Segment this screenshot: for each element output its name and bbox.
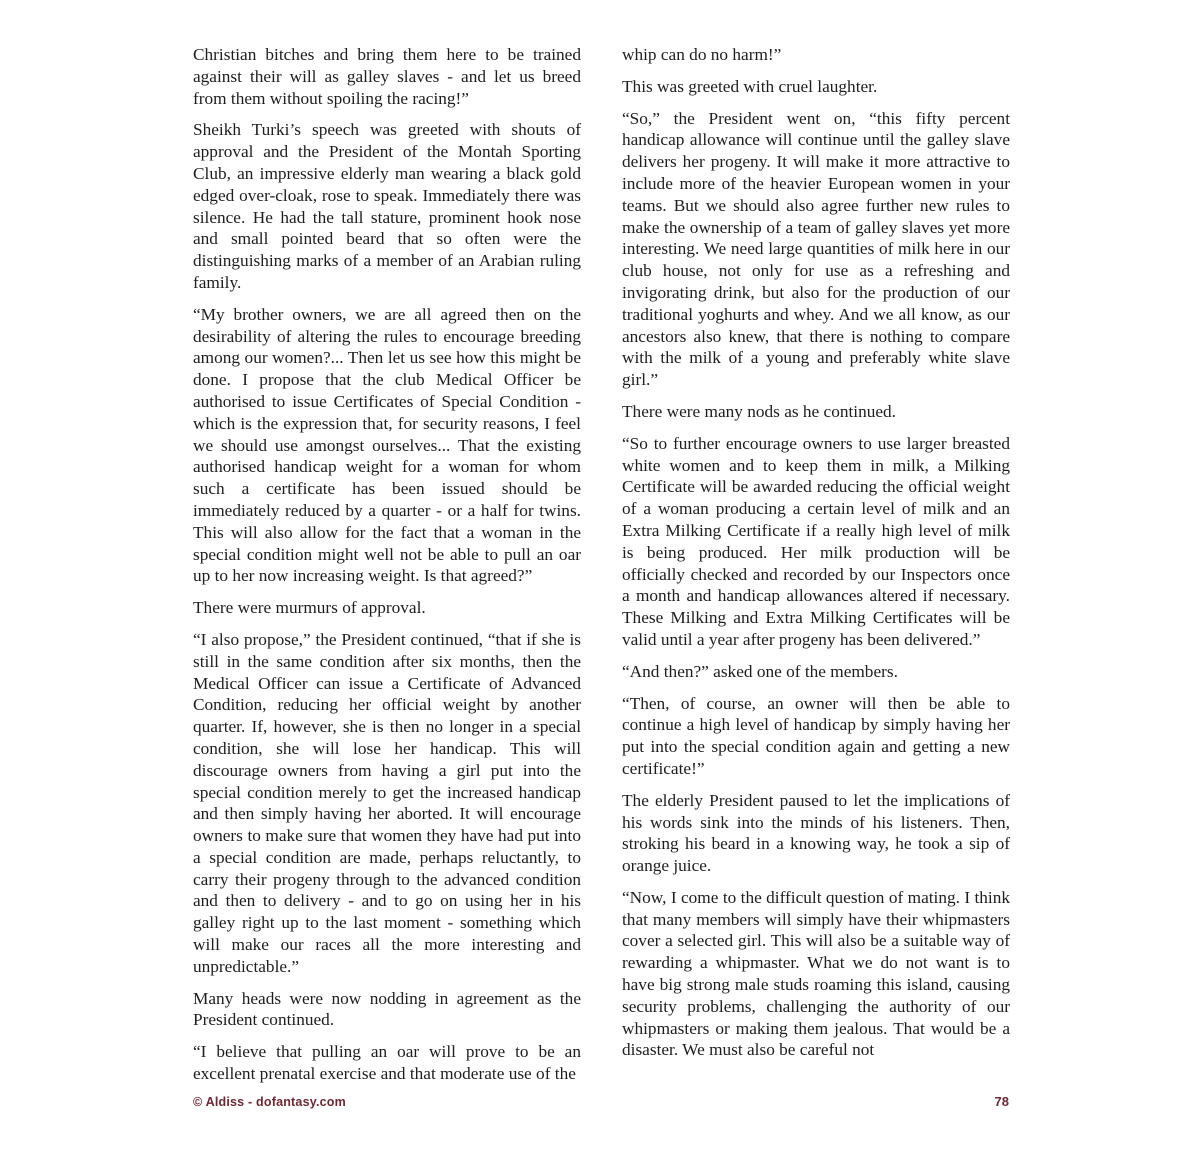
paragraph: “So,” the President went on, “this fifty percent handicap allowance will continue until the galley slave delivers her progeny. It will make it more attractive to include more of the heavier European women in your teams. But we should also agree further new rules to make the ownership of a team of galley slaves yet more interesting. We need large quantities of milk here in our club house, not only for use as a refreshing and invigorating drink, but also for the production of our traditional yoghurts and whey. And we all know, as our ancestors also knew, that there is nothing to compare with the milk of a young and preferably white slave girl.”: [622, 108, 1010, 390]
paragraph: The elderly President paused to let the implications of his words sink into the minds of his listeners. Then, stroking his beard in a knowing way, he took a sip of orange juice.: [622, 790, 1010, 876]
page-content: [193, 44, 1010, 1085]
paragraph: Many heads were now nodding in agreement as the President continued.: [193, 988, 581, 1030]
paragraph: “My brother owners, we are all agreed then on the desirability of altering the rules to encourage breeding among our women?... Then let us see how this might be done. I propose that the club Medical Officer be authorised to issue Certificates of Special Condition - which is the expression that, for security reasons, I feel we should use amongst ourselves... That the existing authorised handicap weight for a woman for whom such a certificate has been issued should be immediately reduced by a quarter - or a half for twins. This will also allow for the fact that a woman in the special condition might well not be able to pull an oar up to her now increasing weight. Is that agreed?”: [193, 304, 581, 586]
paragraph: “Then, of course, an owner will then be able to continue a high level of handicap by simply having her put into the special condition again and getting a new certificate!”: [622, 693, 1010, 778]
paragraph: Christian bitches and bring them here to be trained against their will as galley slaves - and let us breed from them without spoiling the racing!”: [193, 45, 581, 108]
paragraph: whip can do no harm!”: [622, 45, 782, 64]
paragraph: This was greeted with cruel laughter.: [622, 76, 878, 96]
left-column: [193, 44, 581, 1085]
page-number: 78: [994, 1094, 1009, 1109]
paragraph: “I believe that pulling an oar will prove to be an excellent prenatal exercise and that moderate use of the: [193, 1042, 581, 1084]
right-column: [622, 44, 1010, 1085]
page-footer: [193, 1094, 1009, 1109]
paragraph: There were many nods as he continued.: [622, 401, 897, 421]
copyright-credit: © Aldiss - dofantasy.com: [193, 1095, 346, 1109]
paragraph: “And then?” asked one of the members.: [622, 661, 898, 681]
paragraph: “I also propose,” the President continued, “that if she is still in the same condition after six months, then the Medical Officer can issue a Certificate of Advanced Condition, reducing her official weight by another quarter. If, however, she is then no longer in a special condition, she will lose her handicap. This will discourage owners from having a girl put into the special condition merely to get the increased handicap and then simply having her aborted. It will encourage owners to make sure that women they have had put into a special condition are made, perhaps reluctantly, to carry their progeny through to the advanced condition and then to delivery - and to go on using her in his galley right up to the last moment - something which will make our races all the more interesting and unpredictable.”: [193, 629, 581, 976]
paragraph: There were murmurs of approval.: [193, 598, 426, 618]
paragraph: “Now, I come to the difficult question of mating. I think that many members will simply have their whipmasters cover a selected girl. This will also be a suitable way of rewarding a whipmaster. What we do not want is to have big strong male studs roaming this island, causing security problems, challenging the authority of our whipmasters or making them jealous. That would be a disaster. We must also be careful not: [622, 887, 1010, 1060]
paragraph: Sheikh Turki’s speech was greeted with shouts of approval and the President of the Montah Sporting Club, an impressive elderly man wearing a black gold edged over-cloak, rose to speak. Immediately there was silence. He had the tall stature, prominent hook nose and small pointed beard that so often were the distinguishing marks of a member of an Arabian ruling family.: [193, 120, 581, 292]
paragraph: “So to further encourage owners to use larger breasted white women and to keep them in milk, a Milking Certificate will be awarded reducing the official weight of a woman producing a certain level of milk and an Extra Milking Certificate if a really high level of milk is being produced. Her milk production will be officially checked and recorded by our Inspectors once a month and handicap allowances altered if necessary. These Milking and Extra Milking Certificates will be valid until a year after progeny has been delivered.”: [622, 433, 1010, 649]
